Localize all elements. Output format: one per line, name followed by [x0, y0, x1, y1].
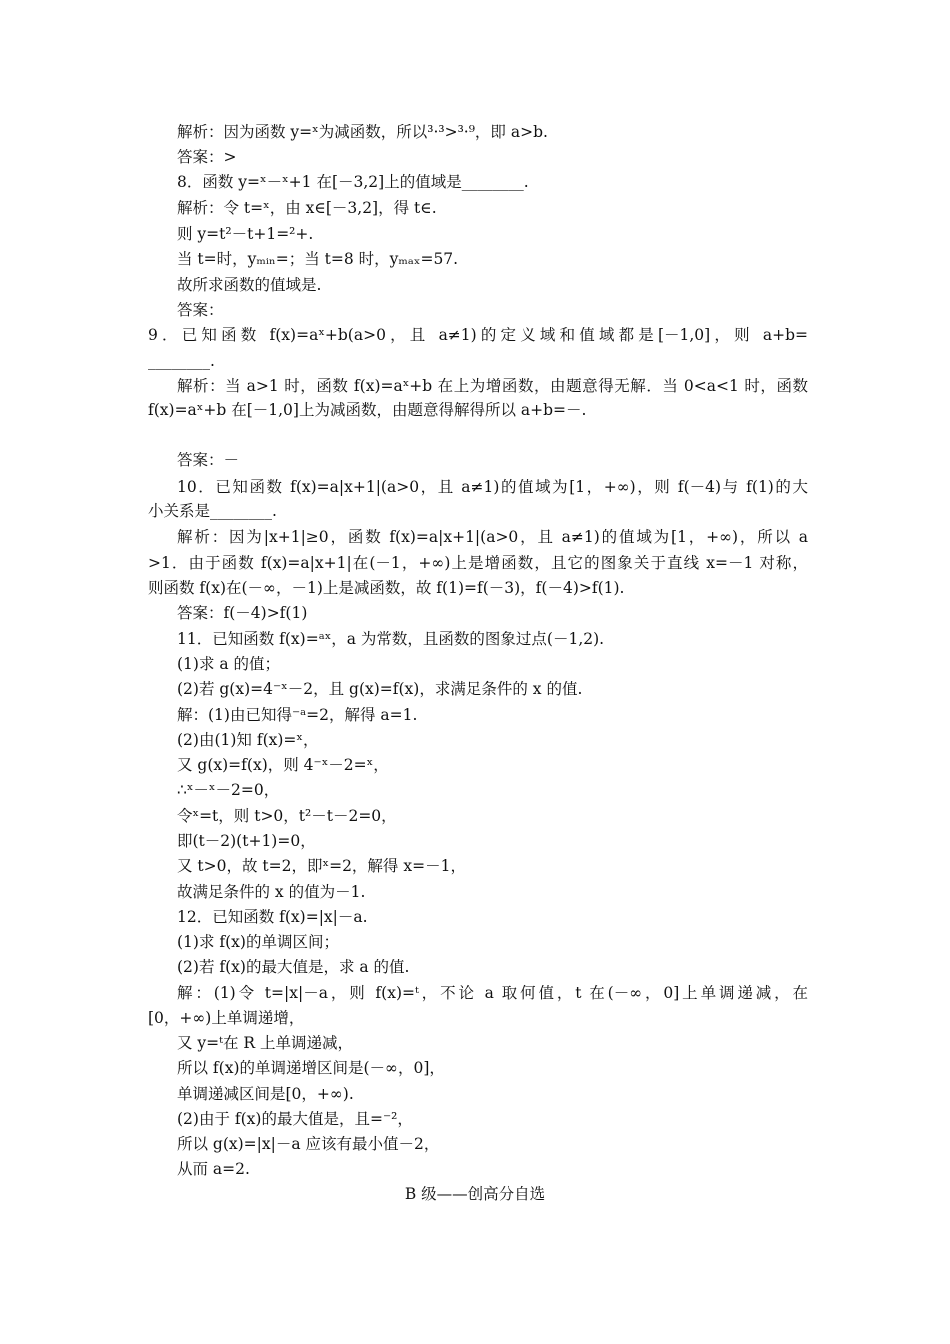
text-line: (1)求 f(x)的单调区间；: [177, 933, 339, 951]
text-line: 解析：因为函数 y=ˣ为减函数，所以³·³>³·⁹，即 a>b.: [177, 123, 548, 141]
text-line: 答案：－: [177, 451, 240, 469]
text-line: 即(t－2)(t+1)=0，: [177, 832, 316, 850]
text-line: ________.: [148, 352, 215, 370]
text-line: 答案：f(－4)>f(1): [177, 604, 308, 622]
text-line: 又 y=ᵗ在 R 上单调递减，: [177, 1034, 354, 1052]
text-line: 所以 g(x)=|x|－a 应该有最小值－2，: [177, 1135, 440, 1153]
text-line: 12．已知函数 f(x)=|x|－a.: [177, 908, 368, 926]
text-line: 11．已知函数 f(x)=ᵃˣ，a 为常数，且函数的图象过点(－1,2).: [177, 630, 605, 648]
text-line: 单调递减区间是[0，+∞).: [177, 1085, 354, 1103]
text-line: (2)若 g(x)=4⁻ˣ－2，且 g(x)=f(x)，求满足条件的 x 的值.: [177, 680, 583, 698]
text-line: 故满足条件的 x 的值为－1.: [177, 883, 366, 901]
text-line: (2)由于 f(x)的最大值是，且=⁻²，: [177, 1110, 413, 1128]
text-line: 从而 a=2.: [177, 1160, 250, 1178]
text-line: (2)由(1)知 f(x)=ˣ，: [177, 731, 319, 749]
text-line: [0，+∞)上单调递增，: [148, 1009, 305, 1027]
text-line: 解析：令 t=ˣ，由 x∈[－3,2]，得 t∈.: [177, 199, 437, 217]
text-line: 解：(1)令 t=|x|－a，则 f(x)=ᵗ，不论 a 取何值，t 在(－∞，0]上单调递减，在: [177, 984, 808, 1002]
text-line: ∴ˣ－ˣ－2=0，: [177, 781, 280, 799]
text-line: (1)求 a 的值；: [177, 655, 281, 673]
text-line: 解析：当 a>1 时，函数 f(x)=aˣ+b 在上为增函数，由题意得无解．当 0<a<1 时，函数: [177, 377, 808, 395]
text-line: 答案：>: [177, 148, 237, 166]
text-line: 所以 f(x)的单调递增区间是(－∞，0]，: [177, 1059, 445, 1077]
text-line: 则 y=t²－t+1=²+.: [177, 225, 314, 243]
text-line: 解析：因为|x+1|≥0，函数 f(x)=a|x+1|(a>0，且 a≠1)的值域为[1，+∞)，所以 a: [177, 528, 808, 546]
text-line: 解：(1)由已知得⁻ᵃ=2，解得 a=1.: [177, 706, 418, 724]
text-line: 故所求函数的值域是.: [177, 276, 322, 294]
section-heading: B 级——创高分自选: [404, 1185, 546, 1203]
text-line: f(x)=aˣ+b 在[－1,0]上为减函数，由题意得解得所以 a+b=－.: [148, 401, 587, 419]
text-line: >1．由于函数 f(x)=a|x+1|在(－1，+∞)上是增函数，且它的图象关于直线 x=－1 对称，: [148, 554, 808, 572]
text-line: (2)若 f(x)的最大值是，求 a 的值.: [177, 958, 410, 976]
text-line: 当 t=时，yₘᵢₙ=；当 t=8 时，yₘₐₓ=57.: [177, 250, 459, 268]
text-line: 则函数 f(x)在(－∞，－1)上是减函数，故 f(1)=f(－3)，f(－4)>f(1).: [148, 579, 625, 597]
text-line: 又 t>0，故 t=2，即ˣ=2，解得 x=－1，: [177, 857, 466, 875]
text-line: 8．函数 y=ˣ－ˣ+1 在[－3,2]上的值域是________.: [177, 173, 529, 191]
text-line: 又 g(x)=f(x)，则 4⁻ˣ－2=ˣ，: [177, 756, 389, 774]
text-line: 小关系是________.: [148, 502, 277, 520]
text-line: 10．已知函数 f(x)=a|x+1|(a>0，且 a≠1)的值域为[1，+∞)，则 f(－4)与 f(1)的大: [177, 478, 808, 496]
text-line: 9．已知函数 f(x)=aˣ+b(a>0，且 a≠1)的定义域和值域都是[－1,0]，则 a+b=: [148, 326, 808, 344]
text-line: 答案：: [177, 301, 224, 319]
text-line: 令ˣ=t，则 t>0，t²－t－2=0，: [177, 807, 397, 825]
